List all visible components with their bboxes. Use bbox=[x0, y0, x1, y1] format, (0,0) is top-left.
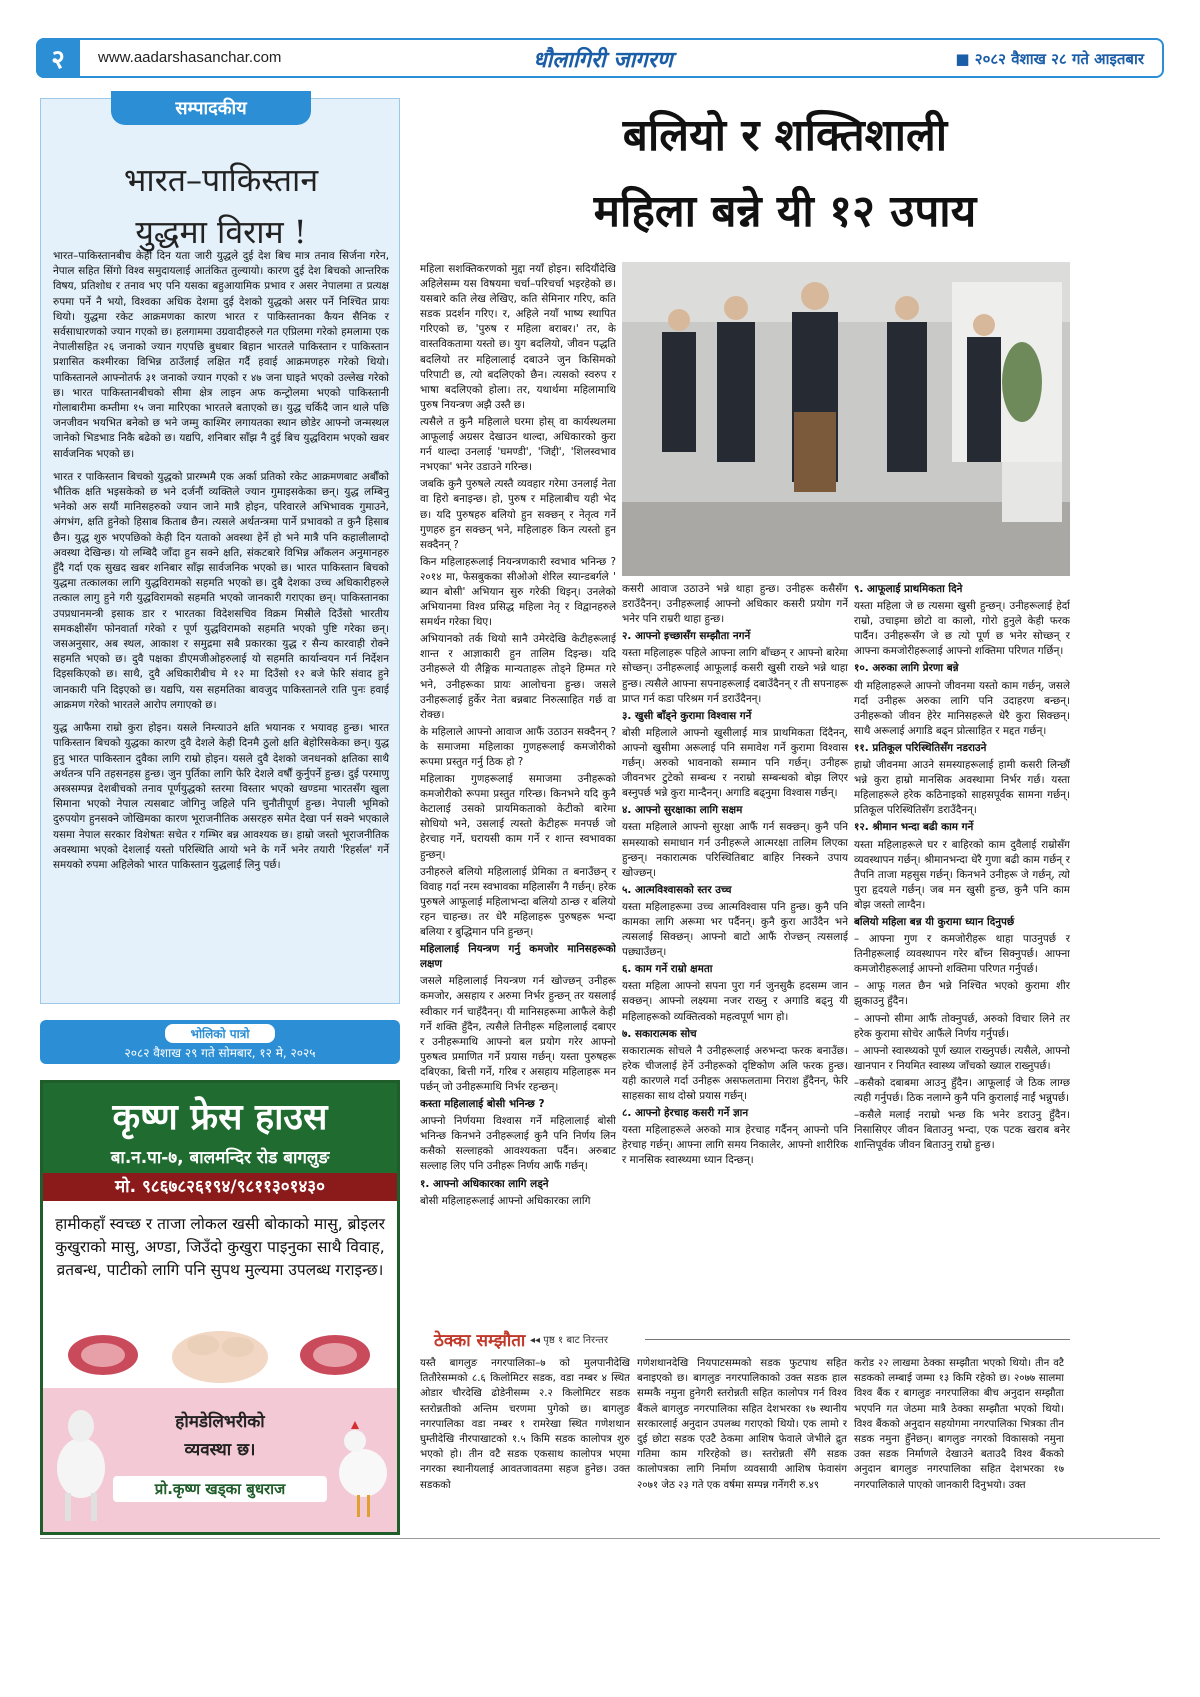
ad-address: बा.न.पा-७, बालमन्दिर रोड बागलुङ bbox=[110, 1148, 330, 1168]
issue-date: ■ २०८२ वैशाख २८ गते आइतबार bbox=[955, 50, 1144, 68]
footer-divider bbox=[40, 1538, 1160, 1539]
article-paragraph: कसरी आवाज उठाउने भन्ने थाहा हुन्छ। उनीहरू कसैसँग डराउँदैनन्। उनीहरूलाई आफ्नो अधिकार कसरी प्रयोग गर्ने भनेर पनि राम्ररी थाहा हुन्छ। bbox=[622, 583, 848, 626]
editorial-body bbox=[53, 249, 389, 881]
article-subheading: ७. सकारात्मक सोच bbox=[622, 1027, 697, 1040]
article-paragraph: यस्ता महिला जे छ त्यसमा खुसी हुन्छन्। उनीहरूलाई हेर्दा राम्रो, उचाइमा छोटो वा कालो, गोरो हुनुले केही फरक पार्दैन। उनीहरूसँग जे छ त्यो पूर्ण छ भनेर सोच्छन् र आफ्ना कमजोरीहरूलाई आफ्नो शक्तिमा परिणत गर्छिन्। bbox=[854, 600, 1070, 658]
editorial-paragraph: भारत–पाकिस्तानबीच केही दिन यता जारी युद्धले दुई देश बिच मात्र तनाव सिर्जना गरेन, नेपाल सहित सिंगो विश्व समुदायलाई आतंकित तुल्यायो। कारण दुई देश बिचको आन्तरिक विषय, प्रतिशोध र तनाव भए पनि यसका बहुआयामिक प्रभाव र असर नेपालमा त प्रत्यक्ष रुपमा पर्ने नै भयो, विश्वका अधिक देशमा दुई देशको युद्धको असर पर्ने निश्चित प्रायः थियो। युद्धमा रकेट आक्रमणका कारण भारत र पाकिस्तानका कैयन सैनिक र सर्वसाधारणको ज्यान गएको छ। हलगाममा उग्रवादीहरुले गत एप्रिलमा गरेको हमलामा एक नेपालीसहित २६ जनाको ज्यान गएपछि बुधबार बिहान भारतले पाकिस्तान र पाकिस्तान प्रशासित कश्मीरका विभिन्न ठाउँलाई लक्षित गर्दै हवाई आक्रमणहरु गरेको थियो। पाकिस्तानले आफ्नोतर्फ ३१ जनाको ज्यान गएको र ४७ जना घाइते भएको उल्लेख गरेको छ। भारत पाकिस्तानबीचको सीमा क्षेत्र लाइन अफ कन्ट्रोलमा भएको पाकिस्तानी गोलाबारीमा कम्तीमा १५ जना मारिएका भारतले बताएको छ। युद्ध चर्किदै जान थाले पछि जनजीवन भयभित बनेको छ भने जम्मु काश्मिर लगायतका स्थान छोडेर आफ्नो जन्मस्थल जानेको भिडभाड निकै बढेको छ। यद्यपि, शनिबार साँझ नै दुई बिच युद्धविराम भएको खबर सार्वजनिक भएको छ। bbox=[53, 250, 389, 460]
ad-delivery-line2: व्यवस्था छ। bbox=[184, 1440, 256, 1460]
article-paragraph: – आफ्नो स्वास्थ्यको पूर्ण ख्याल राख्नुपर्छ। त्यसैले, आफ्नो खानपान र नियमित स्वास्थ्य जाँचको ख्याल राख्नुपर्छ। bbox=[854, 1044, 1070, 1072]
headline-line1: बलियो र शक्तिशाली bbox=[622, 110, 948, 161]
tomorrow-label: भोलिको पात्रो bbox=[165, 1024, 275, 1043]
contract-divider bbox=[645, 1339, 1070, 1340]
article-subheading: १०. अरुका लागि प्रेरणा बन्ने bbox=[854, 662, 959, 675]
editorial-paragraph: युद्ध आफैमा राम्रो कुरा होइन। यसले निम्त्याउने क्षति भयानक र भयावह हुन्छ। भारत पाकिस्तान बिचको युद्धका कारण दुवै देशले केही दिनमै ठुलो क्षति बेहोरिसकेका छन्। युद्ध हुनु भारत पाकिस्तान दुवैका लागि राम्रो होइन। यसले दुवै देशको जनधनको क्षतिका साथै अर्थतन्त्र पनि तहसनहस हुन्छ। जुन पुर्तिका लागि फेरि देशले वर्षौं कुर्नुपर्ने हुन्छ। दुई परमाणु अस्त्रसम्पन्न देशबीचको तनाव पूर्णयुद्धको स्तरमा विस्तार भएको खण्डमा भारतसँग खुला सिमाना भएको नेपाल त्यसबाट जोगिनु जहिले पनि चुनौतीपूर्ण हुन्छ। नेपाली भूमिको दुरुपयोग हुनसक्ने जोखिमका कारण भूराजनीतिक असरहरु समेत देखा पर्न सक्ने भएकाले यसमा नेपाल सरकार विशेषतः सचेत र गम्भिर बन्न आवश्यक छ। हाम्रो जस्तो भूराजनीतिक अवस्थामा भएको देशलाई यस्तो परिस्थिति आयो भने के गर्ने भनेर तयारी 'रिहर्सल' गर्ने समयको रुपमा अहिलेको भारत पाकिस्तान युद्धलाई लिनु पर्छ। bbox=[53, 722, 389, 871]
article-column-3 bbox=[854, 582, 1070, 1322]
article-paragraph: – आफ्नो सीमा आफैं तोक्नुपर्छ, अरुको विचार लिने तर हरेक कुरामा सोचेर आफैंले निर्णय गर्नुपर्छ। bbox=[854, 1012, 1070, 1040]
ad-owner: प्रो.कृष्ण खड्का बुधराज bbox=[113, 1476, 327, 1502]
contract-title: ठेक्का सम्झौता bbox=[434, 1331, 526, 1351]
site-url[interactable]: www.aadarshasanchar.com bbox=[98, 49, 282, 66]
article-paragraph: यस्ता महिलाले आफ्नो सुरक्षा आफैं गर्न सक्छन्। कुनै पनि समस्याको समाधान गर्न उनीहरूले आत्मरक्षा तालिम लिएका हुन्छन्। नकारात्मक परिस्थितिबाट बाहिर निस्कने उपाय खोज्छन्। bbox=[622, 821, 848, 879]
meat-chicken-icon bbox=[63, 1315, 377, 1387]
contract-continued-note: ◂◂ पृष्ठ १ बाट निरन्तर bbox=[530, 1335, 608, 1346]
article-paragraph: यी महिलाहरूले आफ्नो जीवनमा यस्तो काम गर्छन्, जसले गर्दा उनीहरू अरुका लागि पनि उदाहरण बन्छन्। उनीहरूको जीवन हेरेर मानिसहरूले धेरै कुरा सिक्छन्। साथै अरूलाई अगाडि बढ्न प्रोत्साहित र मद्दत गर्छन्। bbox=[854, 679, 1070, 737]
article-subheading: कस्ता महिलालाई बोसी भनिन्छ ? bbox=[420, 1098, 545, 1111]
ad-description: हामीकहाँ स्वच्छ र ताजा लोकल खसी बोकाको मासु, ब्रोइलर कुखुराको मासु, अण्डा, जिउँदो कुखुरा पाइनुका साथै विवाह, व्रतबन्ध, पाटीको लागि पनि सुपथ मुल्यमा उपलब्ध गराइन्छ। bbox=[55, 1215, 385, 1279]
article-paragraph: –कसैले मलाई नराम्रो भन्छ कि भनेर डराउनु हुँदैन। निसासिएर जीवन बिताउनु भन्दा, एक पटक खराब बनेर शान्तिपूर्वक जीवन बिताउनु राम्रो हुन्छ। bbox=[854, 1109, 1070, 1152]
article-subheading: ५. आत्मविश्वासको स्तर उच्च bbox=[622, 883, 732, 896]
editorial-tag: सम्पादकीय bbox=[111, 91, 311, 125]
article-subheading: ११. प्रतिकूल परिस्थितिसँग नडराउने bbox=[854, 741, 987, 754]
contract-column-3: करोड २२ लाखमा ठेक्का सम्झौता भएको थियो। तीन वटै सडकको लम्बाई जम्मा १३ किमि रहेको छ। २०७७ सालमा विश्व बैंक र बागलुङ नगरपालिका बीच अनुदान सम्झौता भएपनि गत जेठमा मात्रै ठेक्का सम्झौता भएको थियो। विश्व बैंकको अनुदान सहयोगमा नगरपालिका भित्रका तीन सडक नमुना हुँनेछन्। बागलुङ नगरको विकासको नमुना उक्त सडक निर्माणले देखाउने बताउदै विश्व बैंकको अनुदान बागलुङ नगरपालिका सहित देशभरका १७ नगरपालिकाले पाएको जानकारी दिनुभयो। उक्त bbox=[854, 1358, 1064, 1491]
contract-column-2: गणेशथानदेखि नियपाटसम्मको सडक फुटपाथ सहित बनाइएको छ। बागलुङ नगरपालिकाको उक्त सडक हाल सम्मकै नमुना हुनेगरी स्तरोन्नती सहित कालोपत्र गर्न विश्व बैंकले बागलुङ नगरपालिका सहित देशभरका १७ स्थानीय सरकारलाई अनुदान उपलब्ध गराएको थियो। एक लामो र दुई छोटा सडक एउटै ठेकमा आशिष फेवाले जेभीले द्रुत गतिमा काम गरिरहेको छ। स्तरोन्नती सँगै सडक कालोपत्रका लागि निर्माण व्यवसायी आशिष फेवासंग २०७१ जेठ २३ गते एक वर्षमा सम्पन्न गर्नेगरी रु.४९ bbox=[637, 1358, 847, 1491]
article-paragraph: महिलाका गुणहरूलाई समाजमा उनीहरूको कमजोरीको रूपमा प्रस्तुत गरिन्छ। किनभने यदि कुनै केटालाई उसको प्रायमिकताको केटीको बारेमा सोधियो भने, उसलाई त्यस्तो केटीहरू मनपर्छ जो हेरचाह गर्ने, घरायसी काम गर्ने र शान्त स्वभावका हुन्छन्। bbox=[420, 773, 616, 861]
article-subheading: ६. काम गर्ने राम्रो क्षमता bbox=[622, 963, 713, 976]
article-subheading: ८. आफ्नो हेरचाह कसरी गर्ने ज्ञान bbox=[622, 1107, 749, 1120]
editorial-title-line2: युद्धमा विराम ! bbox=[135, 213, 307, 251]
advertisement-fresh-house bbox=[40, 1080, 400, 1535]
article-paragraph: जसले महिलालाई नियन्त्रण गर्न खोज्छन् उनीहरू कमजोर, असहाय र अरुमा निर्भर हुन्छन् तर यसलाई स्वीकार गर्न चाहँदैनन्। यी मानिसहरूमा आफैले केही गर्ने शक्ति हुँदैन, त्यसैले तिनीहरू महिलालाई दबाएर र उनीहरूमाथि आफ्नो बल प्रयोग गरेर आफ्नो पुरुषत्व प्रमाणित गर्ने प्रयास गर्छन्। यस्ता पुरुषहरू दबिएका, बित्ती गर्ने, गरिब र असहाय महिलाहरू मन पर्छन् जो उनीहरूमाथि निर्भर रहन्छन्। bbox=[420, 975, 616, 1093]
masthead-logo: धौलागिरी जागरण bbox=[533, 47, 673, 73]
ad-footer bbox=[43, 1388, 397, 1533]
page-number: २ bbox=[36, 38, 80, 78]
article-paragraph: के महिलाले आफ्नो आवाज आफैं उठाउन सक्दैनन् ? के समाजमा महिलाका गुणहरूलाई कमजोरीको रूपमा प्रस्तुत गर्नु ठिक हो ? bbox=[420, 725, 616, 768]
article-paragraph: यस्ता महिलाहरूमा उच्च आत्मविश्वास पनि हुन्छ। कुनै पनि कामका लागि अरूमा भर पर्दैनन्। कुनै कुरा आउँदैन भने त्यसलाई सिक्छन्। आफ्नो बाटो आफैं रोज्छन् त्यसलाई पछ्याउँछन्। bbox=[622, 900, 848, 959]
article-paragraph: किन महिलाहरूलाई नियन्त्रणकारी स्वभाव भनिन्छ ? २०१४ मा, फेसबुकका सीओओ शेरिल स्यान्डबर्गले ' ब्यान बोसी' अभियान सुरु गरेकी थिइन्। उनलेको अभियानमा विश्व प्रसिद्ध महिला नेतृ र विद्वानहरुले समर्थन गरेका थिए। bbox=[420, 555, 616, 629]
article-subheading: बलियो महिला बन्न यी कुरामा ध्यान दिनुपर्छ bbox=[854, 915, 1015, 928]
article-paragraph: –कसैको दबाबमा आउनु हुँदैन। आफूलाई जे ठिक लाग्छ त्यही गर्नुपर्छ। ठिक नलाग्ने कुनै पनि कुरालाई नाईं भन्नुपर्छ। bbox=[854, 1076, 1070, 1104]
article-subheading: ३. खुसी बाँड्ने कुरामा विश्वास गर्ने bbox=[622, 709, 752, 722]
article-paragraph: अभियानको तर्क थियो सानै उमेरदेखि केटीहरूलाई शान्त र आज्ञाकारी हुन तालिम दिइन्छ। यदि उनीहरूले यी लैङ्गिक मान्यताहरू तोड्ने हिम्मत गरे भने, उनीहरूका प्रायः आलोचना हुन्छ। जसले उनीहरूलाई हुर्केर नेता बन्नबाट निरुत्साहित गर्छ वा रोक्छ। bbox=[420, 633, 616, 721]
article-paragraph: सकारात्मक सोचले नै उनीहरूलाई अरुभन्दा फरक बनाउँछ। हरेक चीजलाई हेर्ने उनीहरूको दृष्टिकोण अलि फरक हुन्छ। यही कारणले गर्दा उनीहरू असफलतामा निराश हुँदैनन्, फेरि साहसका साथ दोस्रो प्रयास गर्छन्। bbox=[622, 1044, 848, 1102]
article-paragraph: आफ्नो निर्णयमा विश्वास गर्ने महिलालाई बोसी भनिन्छ किनभने उनीहरूलाई कुनै पनि निर्णय लिन कसैको सल्लाहको आवश्यकता पर्दैन। अरुबाट सल्लाह लिए पनि उनीहरू निर्णय आफैं गर्छन्। bbox=[420, 1115, 616, 1173]
tomorrow-date: २०८२ वैशाख २९ गते सोमबार, १२ मे, २०२५ bbox=[124, 1046, 316, 1060]
editorial-title bbox=[41, 154, 401, 258]
article-paragraph: बोसी महिलाले आफ्नो खुसीलाई मात्र प्राथमिकता दिंदैनन्, आफ्नो खुसीमा अरूलाई पनि समावेश गर्ने कुरामा विश्वास गर्छन्। अरुको भावनाको सम्मान पनि गर्छन्। उनीहरू जीवनभर टुटेको सम्बन्ध र नराम्रो सम्बन्धको बोझ लिएर बस्नुपर्छ भन्ने कुरा मान्दैनन्। अगाडि बढ्नुमा विश्वास गर्छन्। bbox=[622, 726, 848, 800]
article-paragraph: यस्ता महिलाहरूले घर र बाहिरको काम दुवैलाई राम्रोसँग व्यवस्थापन गर्छन्। श्रीमानभन्दा धेरै गुणा बढी काम गर्छन् र तैपनि ताजा महसुस गर्छन्। किनभने उनीहरू जे गर्छन्, त्यो पुरा हृदयले गर्छन्। जब मन खुसी हुन्छ, कुनै पनि काम बोझ जस्तो लाग्दैन। bbox=[854, 838, 1070, 911]
article-subheading: ४. आफ्नो सुरक्षाका लागि सक्षम bbox=[622, 804, 743, 817]
article-paragraph: – आफ्ना गुण र कमजोरीहरू थाहा पाउनुपर्छ र तिनीहरूलाई व्यवस्थापन गरेर बाँच्न सिक्नुपर्छ। आफ्ना कमजोरीहरूलाई आफ्नो शक्तिमा परिणत गर्नुपर्छ। bbox=[854, 933, 1070, 976]
contract-column-1: यस्तै बागलुङ नगरपालिका–७ को मुलपानीदेखि तितौरेसम्मको ८.६ किलोमिटर सडक, वडा नम्बर ४ स्थित ओडार चौरदेखि ढोडेनीसम्म २.२ किलोमिटर सडक स्तरोन्नतीको अन्तिम चरणमा पुगेको छ। बागलुङ नगरपालिका वडा नम्बर १ रामरेखा स्थित गणेशथान घुम्तीदेखि नीरपाखाटको १.५ किमि सडक कालोपत्र शुरु भएको हो। तीन वटै सडक एकसाथ कालोपत्र भएमा नगरका स्थानीयलाई आवतजावतमा सहज हुनेछ। उक्त सडकको bbox=[420, 1358, 630, 1491]
article-paragraph: बोसी महिलाहरूलाई आफ्नो अधिकारका लागि bbox=[420, 1194, 591, 1207]
article-headline bbox=[420, 98, 1150, 250]
article-paragraph: – आफू गलत छैन भन्ने निश्चित भएको कुरामा शीर झुकाउनु हुँदैन। bbox=[854, 980, 1070, 1008]
article-subheading: महिलालाई नियन्त्रण गर्नु कमजोर मानिसहरूको लक्षण bbox=[420, 943, 616, 971]
page-header bbox=[36, 38, 1164, 78]
ad-business-name: कृष्ण फ्रेस हाउस bbox=[112, 1096, 328, 1138]
article-column-1 bbox=[420, 262, 616, 1322]
article-column-2 bbox=[622, 582, 848, 1322]
article-paragraph: त्यसैले त कुनै महिलाले घरमा होस् वा कार्यस्थलमा आफूलाई अग्रसर देखाउन थाल्दा, अधिकारको कुरा गर्न थाल्दा उनलाई 'घमण्डी', 'जिद्दी', 'शिलस्वभाव नभएका' भनेर उडाउने गरिन्छ। bbox=[420, 415, 616, 474]
article-subheading: १२. श्रीमान भन्दा बढी काम गर्ने bbox=[854, 821, 974, 834]
editorial-box bbox=[40, 98, 400, 1004]
ad-phone: मो. ९८६७८२६१९४/९८११३०१४३० bbox=[43, 1173, 397, 1201]
ad-delivery-note bbox=[113, 1408, 327, 1464]
contract-section-header bbox=[420, 1330, 1070, 1350]
editorial-title-line1: भारत–पाकिस्तान bbox=[123, 161, 319, 199]
article-paragraph: महिला सशक्तिकरणको मुद्दा नयाँ होइन। सदियौंदेखि अहिलेसम्म यस विषयमा चर्चा–परिचर्चा भइरहेको छ। यसबारे कति लेख लेखिए, कति सेमिनार गरिए, कति सडक प्रदर्शन गरिए। र, अहिले नयाँ भाष्य स्थापित गरिएको छ, 'पुरुष र महिला बराबर।' तर, के वास्तविकतामा यस्तो छ। युग बदलियो, जीवन पद्धति बदलियो तर महिलालाई दबाउने जुन किसिमको परिपाटी छ, त्यो बदलिएको छैन। त्यसको स्वरुप र भाषा बदलिएको होला। तर, यथार्थमा महिलामाथि पुरुष नियन्त्रण अझै उस्तै छ। bbox=[420, 263, 616, 411]
headline-line2: महिला बन्ने यी १२ उपाय bbox=[593, 186, 977, 237]
editorial-paragraph: भारत र पाकिस्तान बिचको युद्धको प्रारम्भमै एक अर्का प्रतिको रकेट आक्रमणबाट अर्बौंको भौतिक क्षति भइसकेको छ भने दर्जनौं व्यक्तिले ज्यान गुमाइसकेका छन्। युद्ध लम्बिनु भनेको अरु सयौं मानिसहरुको ज्यान जाने मात्रै होइन, परिवारले अभिभावक गुमाउने, अंगभंग, क्षति हुनेको हिसाब किताब छैन। त्यसले अर्थतन्त्रमा पार्ने प्रभावको त कुनै हिसाब छैन। युद्ध शुरु भएपछिको केही दिन यताको अवस्था हेर्ने हो भने मात्रै पनि कहालीलाग्दो अवस्था देखिन्छ। यो लम्बिदै जाँदा हुन सक्ने क्षति, संकटबारे विभिन्न आँकलन अनुमानहरु हुँदै गर्दा एक सुखद खबर शनिबार साँझ सार्वजनिक भएको छ। भारत पाकिस्तान बिचको युद्धमा तत्कालका लागि युद्धविरामको सहमति भएको छ। दुबै देशका उच्च अधिकारीहरुले तत्काल लागु हुने गरी युद्धविरामको सहमति भएको जानकारी गराएका छन्। पाकिस्तानका उपप्रधानमन्त्री इसाक डार र भारतका विदेशसचिव विक्रम मिस्रीले दिउँसो भारतीय समकक्षीसँग फोनवार्ता गरेको र पूर्ण युद्धविरामको सहमति भएको पुष्टि गरेका छन्। जसअनुसार, अब स्थल, आकाश र समुद्रमा सबै प्रकारका युद्ध र सैन्य कारवाही रोक्ने सहमति भएको छ। दुवै पक्षका डीएमजीओहरुलाई यो सहमति कार्यान्वयन गर्न निर्देशन दिइसकिएको छ। साथै, दुवै अधिकारीबीच मे १२ मा दिउँसो १२ बजे फेरि संवाद हुने जानकारी पनि दिइएको छ। यद्यपि, यस सहमतिका बावजुद पाकिस्तानले राति पुनः हवाई आक्रमण गरेको भारतले आरोप लगाएको छ। bbox=[53, 470, 389, 711]
businesswomen-photo bbox=[622, 262, 1070, 576]
ad-header bbox=[43, 1083, 397, 1201]
hen-icon bbox=[331, 1403, 391, 1523]
article-paragraph: जबकि कुनै पुरुषले त्यस्तै व्यवहार गरेमा उनलाई नेता वा हिरो बनाइन्छ। हो, पुरुष र महिलाबीच यही भेद छ। यदि पुरुषहरु बलियो हुन सक्छन् र नेतृत्व गर्ने गुणहरु हुन सक्छन् भने, महिलाहरु किन त्यस्तो हुन सक्दैनन् ? bbox=[420, 478, 616, 551]
article-paragraph: यस्ता महिला आफ्नो सपना पुरा गर्न जुनसुकै हदसम्म जान सक्छन्। आफ्नो लक्ष्यमा नजर राख्नु र अगाडि बढ्नु यी महिलाहरूको व्यक्तित्वको महत्वपूर्ण भाग हो। bbox=[622, 980, 848, 1023]
article-subheading: २. आफ्नो इच्छासँग सम्झौता नगर्ने bbox=[622, 630, 751, 643]
article-paragraph: हाम्रो जीवनमा आउने समस्याहरूलाई हामी कसरी लिन्छौं भन्ने कुरा हाम्रो मानसिक अवस्थामा निर्भर गर्छ। यस्ता महिलाहरूले हरेक कठिनाइको साहसपूर्वक सामना गर्छन्। प्रतिकूल परिस्थितिसँग डराउँदैनन्। bbox=[854, 759, 1070, 817]
article-paragraph: यस्ता महिलाहरू पहिले आफ्ना लागि बाँच्छन् र आफ्नो बारेमा सोच्छन्। उनीहरूलाई आफूलाई कसरी खुसी राख्ने भन्ने थाहा हुन्छ। त्यसैले आफ्ना सपनाहरूलाई दबाउँदैनन् र ती सपनाहरू प्राप्त गर्न कडा परिश्रम गर्न डराउँदैनन्। bbox=[622, 647, 848, 705]
tomorrow-calendar-box bbox=[40, 1020, 400, 1064]
article-subheading: ९. आफूलाई प्राथमिकता दिने bbox=[854, 583, 963, 595]
ad-delivery-line1: होमडेलिभरीको bbox=[175, 1412, 265, 1432]
article-subheading: १. आफ्नो अधिकारका लागि लड्ने bbox=[420, 1177, 549, 1190]
article-paragraph: यस्ता महिलाहरूले अरुको मात्र हेरचाह गर्दैनन् आफ्नो पनि हेरचाह गर्छन्। आफ्ना लागि समय निकालेर, आफ्नो शारीरिक र मानसिक स्वास्थ्यमा ध्यान दिन्छन्। bbox=[622, 1124, 848, 1167]
article-paragraph: उनीहरुले बलियो महिलालाई प्रेमिका त बनाउँछन् र विवाह गर्दा नरम स्वभावका महिलासँग नै गर्छन्। हरेक पुरुषले आफूलाई महिलाभन्दा बलियो ठान्छ र बलियो रहन चाहन्छ। तर धेरै महिलाहरू पुरुषहरू भन्दा बलिया र बुद्धिमान पनि हुन्छन्। bbox=[420, 865, 616, 939]
goat-icon bbox=[51, 1398, 111, 1523]
